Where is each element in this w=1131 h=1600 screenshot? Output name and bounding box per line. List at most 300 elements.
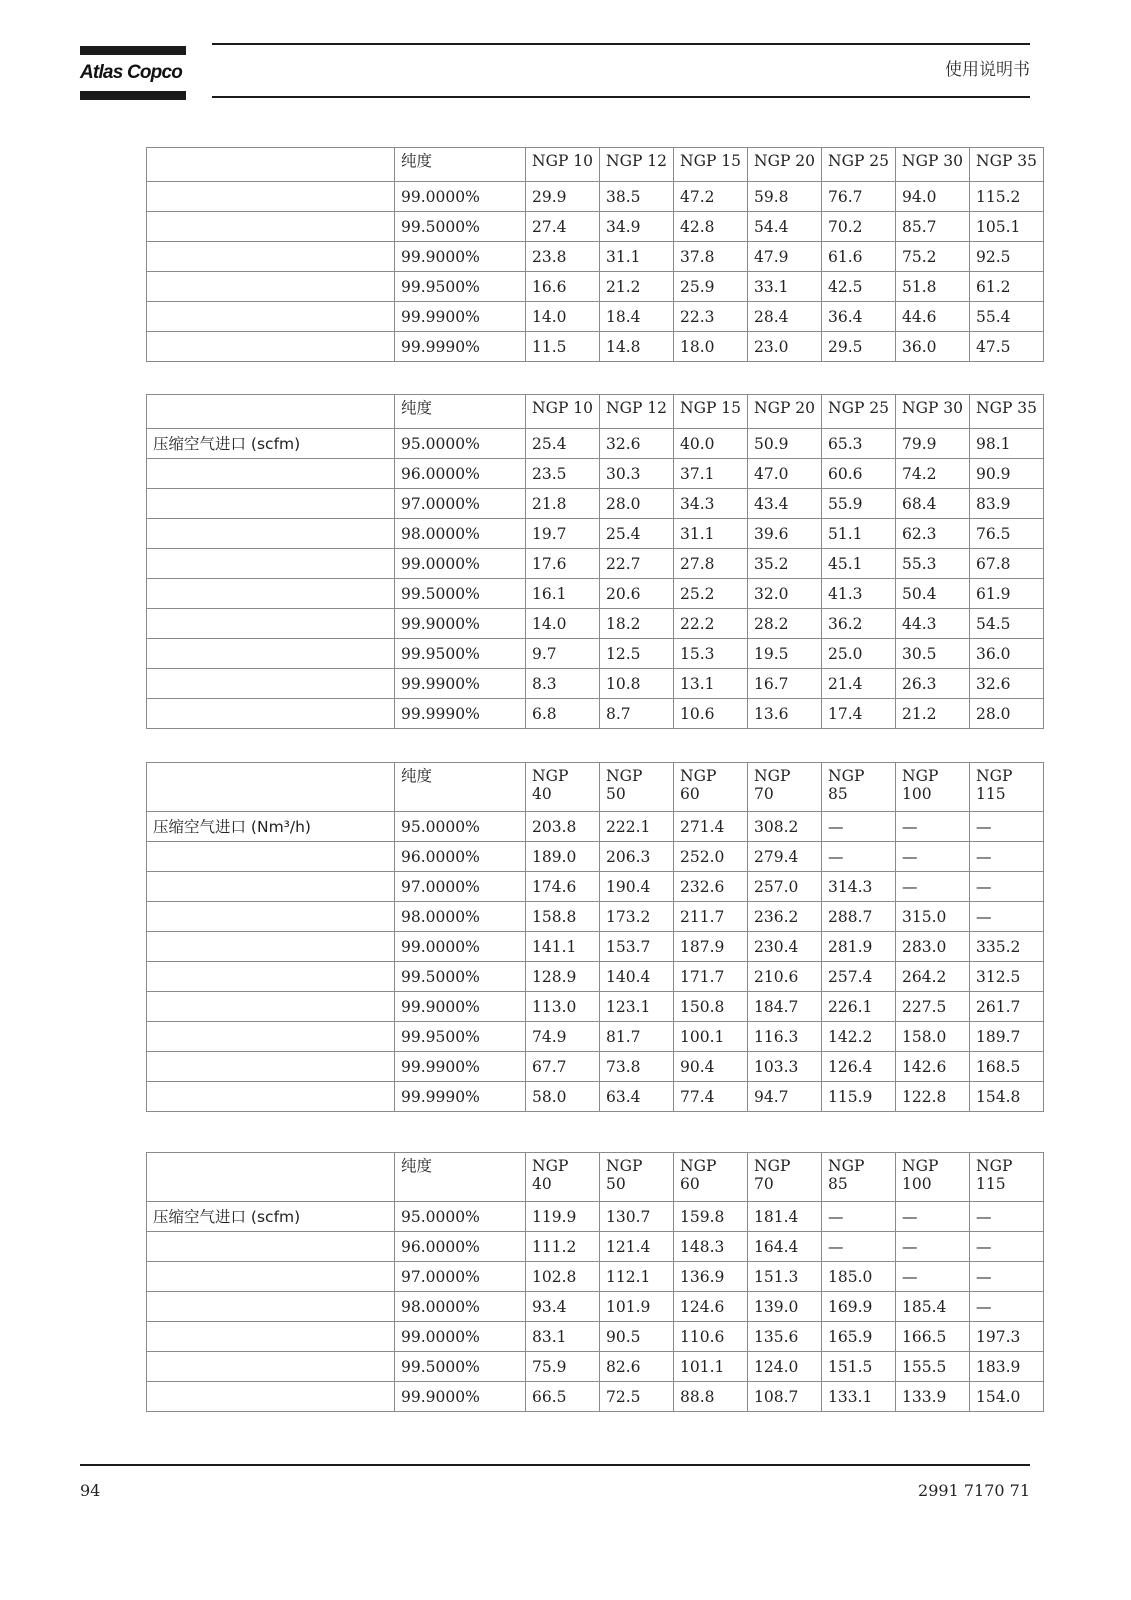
value-cell: 314.3 [822,872,896,902]
label-blank-cell [147,272,395,302]
value-cell: — [896,872,970,902]
purity-cell: 95.0000% [395,1202,526,1232]
label-blank-cell [147,1322,395,1352]
value-cell: 83.1 [526,1322,600,1352]
value-cell: 31.1 [674,519,748,549]
label-blank-cell [147,579,395,609]
value-cell: 222.1 [600,812,674,842]
model-header: NGP 12 [600,148,674,182]
table-row [147,902,1044,932]
value-cell: — [896,812,970,842]
value-cell: 34.3 [674,489,748,519]
label-blank-cell [147,872,395,902]
model-header: NGP 25 [822,148,896,182]
label-blank-cell [147,639,395,669]
model-header: NGP 25 [822,395,896,429]
label-blank-cell [147,549,395,579]
value-cell: 8.3 [526,669,600,699]
purity-cell: 99.5000% [395,212,526,242]
label-blank-cell [147,609,395,639]
table-row [147,489,1044,519]
table-row [147,302,1044,332]
model-header: NGP 15 [674,395,748,429]
label-blank-cell [147,669,395,699]
value-cell: 25.2 [674,579,748,609]
value-cell: 112.1 [600,1262,674,1292]
value-cell: 101.1 [674,1352,748,1382]
value-cell: 158.0 [896,1022,970,1052]
value-cell: 65.3 [822,429,896,459]
value-cell: — [822,842,896,872]
table-row [147,962,1044,992]
model-header: NGP 40 [526,1153,600,1202]
value-cell: 27.8 [674,549,748,579]
ngp-table-4 [146,1152,1044,1412]
value-cell: 26.3 [896,669,970,699]
value-cell: 76.5 [970,519,1044,549]
value-cell: 36.4 [822,302,896,332]
value-cell: 142.2 [822,1022,896,1052]
table-row [147,1022,1044,1052]
model-header: NGP 85 [822,1153,896,1202]
table-header-row [147,395,1044,429]
value-cell: 61.9 [970,579,1044,609]
value-cell: 36.0 [896,332,970,362]
table-row [147,1052,1044,1082]
value-cell: 51.1 [822,519,896,549]
value-cell: 67.7 [526,1052,600,1082]
value-cell: 230.4 [748,932,822,962]
value-cell: 19.5 [748,639,822,669]
table-row [147,212,1044,242]
value-cell: 190.4 [600,872,674,902]
label-blank-cell [147,212,395,242]
value-cell: 36.0 [970,639,1044,669]
model-header: NGP 40 [526,763,600,812]
table-row [147,549,1044,579]
purity-header: 纯度 [395,395,526,429]
value-cell: 27.4 [526,212,600,242]
value-cell: 83.9 [970,489,1044,519]
value-cell: 124.0 [748,1352,822,1382]
value-cell: 35.2 [748,549,822,579]
model-header: NGP 115 [970,763,1044,812]
table-row [147,459,1044,489]
header-blank-cell [147,395,395,429]
label-blank-cell [147,1292,395,1322]
table-row [147,639,1044,669]
value-cell: 98.1 [970,429,1044,459]
model-header: NGP 50 [600,1153,674,1202]
value-cell: 21.8 [526,489,600,519]
value-cell: 22.3 [674,302,748,332]
table-row [147,1262,1044,1292]
value-cell: 13.1 [674,669,748,699]
value-cell: 116.3 [748,1022,822,1052]
label-blank-cell [147,1022,395,1052]
value-cell: 154.8 [970,1082,1044,1112]
value-cell: 73.8 [600,1052,674,1082]
header-blank-cell [147,763,395,812]
table-row [147,519,1044,549]
purity-cell: 99.0000% [395,549,526,579]
model-header: NGP 100 [896,1153,970,1202]
table-label: 压缩空气进口 (scfm) [147,429,395,459]
purity-cell: 96.0000% [395,842,526,872]
value-cell: 17.6 [526,549,600,579]
value-cell: 211.7 [674,902,748,932]
value-cell: 44.3 [896,609,970,639]
label-blank-cell [147,902,395,932]
value-cell: 23.0 [748,332,822,362]
ngp-table-1 [146,147,1044,362]
value-cell: 279.4 [748,842,822,872]
value-cell: 14.0 [526,302,600,332]
value-cell: 68.4 [896,489,970,519]
table-header-row [147,1153,1044,1202]
label-blank-cell [147,992,395,1022]
value-cell: 123.1 [600,992,674,1022]
value-cell: — [970,1292,1044,1322]
label-blank-cell [147,1382,395,1412]
value-cell: 142.6 [896,1052,970,1082]
value-cell: 28.0 [600,489,674,519]
value-cell: 153.7 [600,932,674,962]
value-cell: 115.2 [970,182,1044,212]
model-header: NGP 30 [896,148,970,182]
value-cell: 54.5 [970,609,1044,639]
value-cell: 185.4 [896,1292,970,1322]
value-cell: 33.1 [748,272,822,302]
value-cell: 43.4 [748,489,822,519]
value-cell: 38.5 [600,182,674,212]
purity-cell: 99.9000% [395,242,526,272]
value-cell: 154.0 [970,1382,1044,1412]
value-cell: 50.9 [748,429,822,459]
value-cell: 25.4 [600,519,674,549]
value-cell: — [970,902,1044,932]
value-cell: 141.1 [526,932,600,962]
model-header: NGP 100 [896,763,970,812]
purity-cell: 97.0000% [395,489,526,519]
model-header: NGP 10 [526,148,600,182]
value-cell: 18.0 [674,332,748,362]
value-cell: 210.6 [748,962,822,992]
table-row [147,1202,1044,1232]
model-header: NGP 35 [970,148,1044,182]
value-cell: 62.3 [896,519,970,549]
table-row [147,579,1044,609]
value-cell: 30.3 [600,459,674,489]
purity-cell: 98.0000% [395,1292,526,1322]
value-cell: 75.9 [526,1352,600,1382]
value-cell: 15.3 [674,639,748,669]
value-cell: — [896,1262,970,1292]
value-cell: 63.4 [600,1082,674,1112]
value-cell: 47.0 [748,459,822,489]
value-cell: 148.3 [674,1232,748,1262]
table-row [147,699,1044,729]
value-cell: 41.3 [822,579,896,609]
value-cell: 261.7 [970,992,1044,1022]
value-cell: 30.5 [896,639,970,669]
value-cell: 14.8 [600,332,674,362]
document-title: 使用说明书 [945,60,1030,80]
table-row [147,272,1044,302]
value-cell: 29.9 [526,182,600,212]
value-cell: 124.6 [674,1292,748,1322]
value-cell: 181.4 [748,1202,822,1232]
value-cell: 93.4 [526,1292,600,1322]
value-cell: 50.4 [896,579,970,609]
value-cell: — [970,812,1044,842]
label-blank-cell [147,519,395,549]
purity-header: 纯度 [395,148,526,182]
value-cell: 197.3 [970,1322,1044,1352]
value-cell: 76.7 [822,182,896,212]
value-cell: 25.4 [526,429,600,459]
value-cell: 34.9 [600,212,674,242]
purity-header: 纯度 [395,763,526,812]
purity-cell: 99.9000% [395,1382,526,1412]
value-cell: 12.5 [600,639,674,669]
value-cell: — [896,1232,970,1262]
value-cell: 168.5 [970,1052,1044,1082]
purity-header: 纯度 [395,1153,526,1202]
footer-rule [80,1464,1030,1466]
value-cell: 13.6 [748,699,822,729]
model-header: NGP 85 [822,763,896,812]
value-cell: 55.3 [896,549,970,579]
purity-cell: 99.9500% [395,639,526,669]
logo-wordmark: Atlas Copco [80,62,183,83]
value-cell: 39.6 [748,519,822,549]
purity-cell: 99.9990% [395,1082,526,1112]
value-cell: 45.1 [822,549,896,579]
value-cell: 32.6 [600,429,674,459]
purity-cell: 96.0000% [395,1232,526,1262]
purity-cell: 98.0000% [395,519,526,549]
value-cell: 61.2 [970,272,1044,302]
value-cell: 159.8 [674,1202,748,1232]
value-cell: 136.9 [674,1262,748,1292]
label-blank-cell [147,932,395,962]
value-cell: 121.4 [600,1232,674,1262]
value-cell: 158.8 [526,902,600,932]
label-blank-cell [147,302,395,332]
value-cell: 75.2 [896,242,970,272]
value-cell: 23.8 [526,242,600,272]
value-cell: 171.7 [674,962,748,992]
value-cell: 59.8 [748,182,822,212]
value-cell: 102.8 [526,1262,600,1292]
value-cell: 92.5 [970,242,1044,272]
value-cell: 88.8 [674,1382,748,1412]
model-header: NGP 70 [748,1153,822,1202]
value-cell: 70.2 [822,212,896,242]
value-cell: 6.8 [526,699,600,729]
value-cell: 203.8 [526,812,600,842]
purity-cell: 97.0000% [395,1262,526,1292]
table-header-row [147,763,1044,812]
value-cell: 281.9 [822,932,896,962]
value-cell: 151.5 [822,1352,896,1382]
value-cell: 16.7 [748,669,822,699]
value-cell: 77.4 [674,1082,748,1112]
table-row [147,992,1044,1022]
value-cell: 226.1 [822,992,896,1022]
value-cell: 184.7 [748,992,822,1022]
model-header: NGP 30 [896,395,970,429]
purity-cell: 98.0000% [395,902,526,932]
purity-cell: 97.0000% [395,872,526,902]
value-cell: 16.1 [526,579,600,609]
table-row [147,872,1044,902]
label-blank-cell [147,962,395,992]
model-header: NGP 15 [674,148,748,182]
purity-cell: 99.5000% [395,1352,526,1382]
purity-cell: 99.9900% [395,302,526,332]
table-header-row [147,148,1044,182]
value-cell: 312.5 [970,962,1044,992]
value-cell: 28.0 [970,699,1044,729]
value-cell: 128.9 [526,962,600,992]
value-cell: 189.0 [526,842,600,872]
value-cell: 130.7 [600,1202,674,1232]
value-cell: 36.2 [822,609,896,639]
value-cell: 151.3 [748,1262,822,1292]
value-cell: 113.0 [526,992,600,1022]
table-row [147,242,1044,272]
table-row [147,332,1044,362]
purity-cell: 95.0000% [395,812,526,842]
value-cell: 166.5 [896,1322,970,1352]
purity-cell: 99.9990% [395,332,526,362]
label-blank-cell [147,1232,395,1262]
value-cell: 85.7 [896,212,970,242]
label-blank-cell [147,699,395,729]
value-cell: 47.9 [748,242,822,272]
purity-cell: 99.0000% [395,1322,526,1352]
value-cell: 133.9 [896,1382,970,1412]
value-cell: 133.1 [822,1382,896,1412]
value-cell: 126.4 [822,1052,896,1082]
table-label: 压缩空气进口 (scfm) [147,1202,395,1232]
value-cell: 55.9 [822,489,896,519]
model-header: NGP 60 [674,1153,748,1202]
purity-cell: 99.9000% [395,609,526,639]
value-cell: 18.4 [600,302,674,332]
table-row [147,669,1044,699]
page-number: 94 [80,1481,101,1500]
value-cell: 40.0 [674,429,748,459]
value-cell: 16.6 [526,272,600,302]
model-header: NGP 35 [970,395,1044,429]
table-row [147,1322,1044,1352]
value-cell: 206.3 [600,842,674,872]
purity-cell: 99.9500% [395,1022,526,1052]
table-row [147,1232,1044,1262]
value-cell: 10.6 [674,699,748,729]
value-cell: — [896,842,970,872]
value-cell: 252.0 [674,842,748,872]
value-cell: 335.2 [970,932,1044,962]
value-cell: 271.4 [674,812,748,842]
value-cell: 90.4 [674,1052,748,1082]
purity-cell: 95.0000% [395,429,526,459]
value-cell: 44.6 [896,302,970,332]
purity-cell: 99.0000% [395,182,526,212]
table-row [147,842,1044,872]
value-cell: 187.9 [674,932,748,962]
table-row [147,1352,1044,1382]
table-row [147,429,1044,459]
value-cell: 185.0 [822,1262,896,1292]
header-rule-bottom [212,96,1030,98]
value-cell: 169.9 [822,1292,896,1322]
value-cell: 25.0 [822,639,896,669]
model-header: NGP 60 [674,763,748,812]
logo-bar-top [80,46,186,55]
header-blank-cell [147,148,395,182]
value-cell: 66.5 [526,1382,600,1412]
value-cell: 111.2 [526,1232,600,1262]
purity-cell: 99.0000% [395,932,526,962]
value-cell: 173.2 [600,902,674,932]
value-cell: 122.8 [896,1082,970,1112]
table-row [147,932,1044,962]
value-cell: 164.4 [748,1232,822,1262]
value-cell: 94.7 [748,1082,822,1112]
value-cell: 58.0 [526,1082,600,1112]
value-cell: 189.7 [970,1022,1044,1052]
value-cell: 21.4 [822,669,896,699]
value-cell: — [822,812,896,842]
value-cell: 23.5 [526,459,600,489]
value-cell: — [970,842,1044,872]
value-cell: 8.7 [600,699,674,729]
value-cell: 47.5 [970,332,1044,362]
model-header: NGP 20 [748,395,822,429]
value-cell: 315.0 [896,902,970,932]
value-cell: 81.7 [600,1022,674,1052]
value-cell: 19.7 [526,519,600,549]
value-cell: 90.5 [600,1322,674,1352]
purity-cell: 99.9000% [395,992,526,1022]
table-row [147,609,1044,639]
document-number: 2991 7170 71 [918,1481,1030,1500]
header-blank-cell [147,1153,395,1202]
label-blank-cell [147,1352,395,1382]
value-cell: — [970,1202,1044,1232]
value-cell: 79.9 [896,429,970,459]
value-cell: 14.0 [526,609,600,639]
value-cell: 25.9 [674,272,748,302]
value-cell: 28.2 [748,609,822,639]
label-blank-cell [147,182,395,212]
value-cell: 37.8 [674,242,748,272]
label-blank-cell [147,1052,395,1082]
value-cell: 227.5 [896,992,970,1022]
value-cell: 74.9 [526,1022,600,1052]
value-cell: 103.3 [748,1052,822,1082]
purity-cell: 99.9500% [395,272,526,302]
value-cell: 283.0 [896,932,970,962]
value-cell: 29.5 [822,332,896,362]
value-cell: 55.4 [970,302,1044,332]
value-cell: 288.7 [822,902,896,932]
value-cell: 90.9 [970,459,1044,489]
